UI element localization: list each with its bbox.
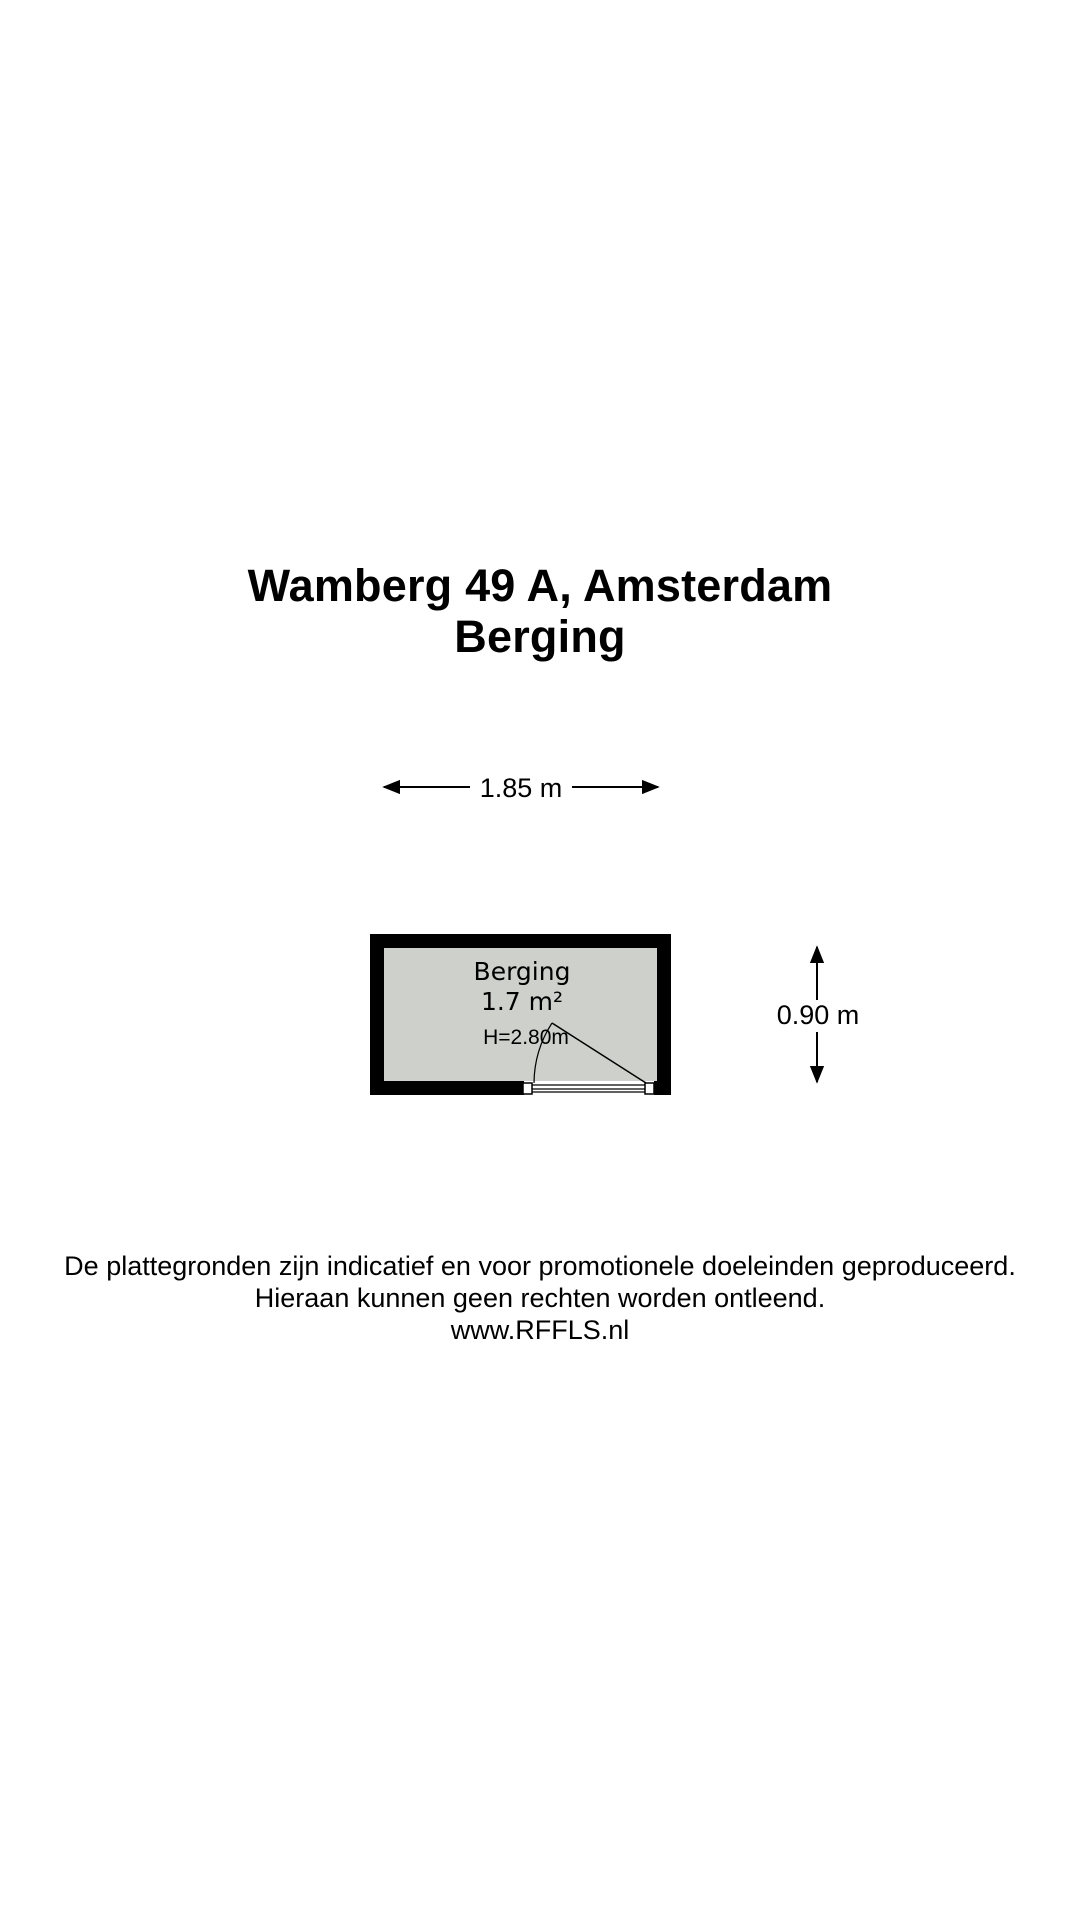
website-link[interactable]: www.RFFLS.nl — [450, 1315, 630, 1345]
room-berging — [370, 934, 671, 1095]
width-dimension — [384, 773, 658, 803]
disclaimer — [0, 1250, 1080, 1346]
title-block — [0, 560, 1080, 662]
disclaimer-line-1: De plattegronden zijn indicatief en voor promotionele doeleinden geproduceerd. — [64, 1251, 1016, 1281]
depth-label: 0.90 m — [776, 1000, 860, 1030]
floor-title: Berging — [454, 611, 626, 662]
door-jamb-right — [645, 1083, 654, 1094]
depth-dimension — [777, 947, 860, 1082]
disclaimer-line-2: Hieraan kunnen geen rechten worden ontleend. — [254, 1283, 826, 1313]
floor-plan — [0, 740, 1080, 1120]
width-label: 1.85 m — [479, 773, 563, 803]
room-name: Berging — [473, 957, 571, 986]
room-area: 1.7 m² — [480, 987, 564, 1016]
room-height: H=2.80m — [483, 1026, 569, 1049]
door-opening — [524, 1081, 654, 1095]
address-title: Wamberg 49 A, Amsterdam — [247, 560, 833, 611]
door-jamb-left — [523, 1083, 532, 1094]
